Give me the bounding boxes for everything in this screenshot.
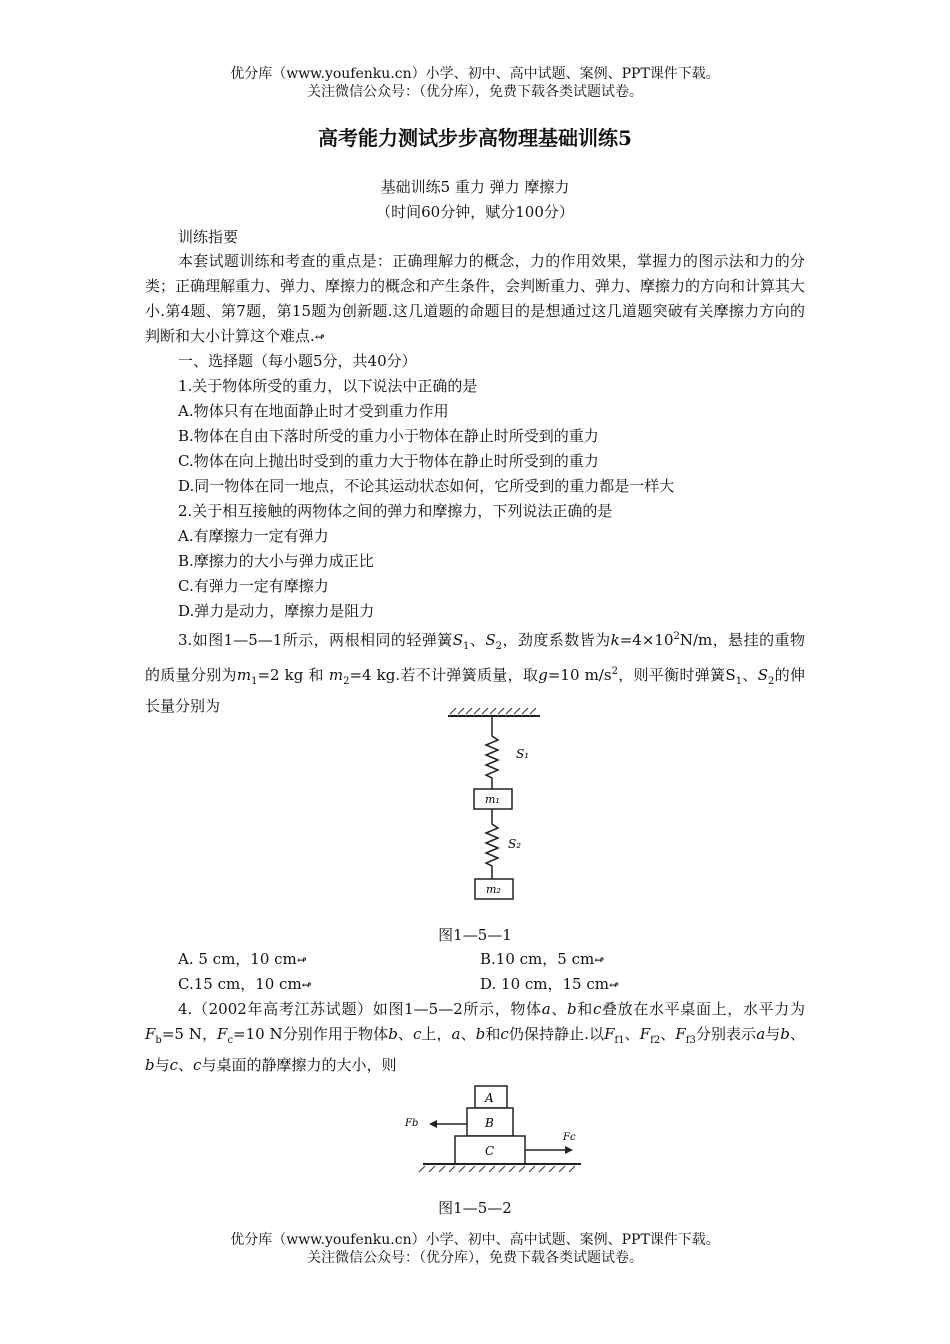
q3-option-d: D. 10 cm，15 cm↫: [480, 975, 620, 993]
q2-option-a: A.有摩擦力一定有弹力: [178, 527, 329, 545]
header-line-2: 关注微信公众号：（优分库），免费下载各类试题试卷。: [307, 84, 643, 100]
arrow-fc-head-icon: [565, 1146, 573, 1154]
paragraph-mark-icon: ↫: [314, 330, 325, 344]
q3-option-c: C.15 cm，10 cm↫: [178, 975, 312, 993]
arrow-fb-head-icon: [429, 1120, 437, 1128]
paragraph-mark-icon: ↫: [301, 978, 312, 992]
label-s1: S₁: [516, 747, 530, 761]
guide-heading: 训练指要: [178, 228, 239, 246]
figure-block-diagram: [393, 1072, 593, 1187]
q3-option-a: A. 5 cm，10 cm↫: [178, 950, 307, 968]
q1-option-a: A.物体只有在地面静止时才受到重力作用: [178, 402, 449, 420]
footer-line-1: 优分库（www.youfenku.cn）小学、初中、高中试题、案例、PPT课件下载。: [230, 1232, 720, 1248]
label-block-b: B: [485, 1116, 494, 1130]
header-line-1: 优分库（www.youfenku.cn）小学、初中、高中试题、案例、PPT课件下载。: [230, 66, 720, 82]
paragraph-mark-icon: ↫: [609, 978, 620, 992]
q4-stem: 4.（2002年高考江苏试题）如图1—5—2所示，物体a、b和c叠放在水平桌面上，水平力为$F_b=5$ N，$F_c=10$ N分别作用于物体b、c上，a、b和c仍保持静止.以$F_{f1}$、$F_{f2}$、$F_{f3}$分别表示a与b、b与c、c与桌面的静摩擦力的大小，则: [145, 1000, 805, 1074]
q1-option-c: C.物体在向上抛出时受到的重力大于物体在静止时所受到的重力: [178, 452, 599, 470]
label-block-c: C: [485, 1144, 495, 1158]
subtitle: 基础训练5 重力 弹力 摩擦力: [380, 178, 570, 196]
figure-spring-diagram: [428, 698, 558, 908]
label-block-a: A: [485, 1091, 494, 1105]
q3-option-b: B.10 cm，5 cm↫: [480, 950, 605, 968]
q2-stem: 2.关于相互接触的两物体之间的弹力和摩擦力，下列说法正确的是: [178, 502, 613, 520]
q2-option-b: B.摩擦力的大小与弹力成正比: [178, 552, 374, 570]
footer-line-2: 关注微信公众号：（优分库），免费下载各类试题试卷。: [307, 1250, 643, 1266]
ceiling-hatch: [450, 708, 536, 714]
q3-stem: 3.如图1—5—1所示，两根相同的轻弹簧$S_1$、$S_2$，劲度系数皆为$k=4\times 10^2N/m$，悬挂的重物的质量分别为$m_1=2$ kg 和 $m_2=4$ kg.若不计弹簧质量，取g=10 $m/s^2$，则平衡时弹簧$S_1$、$S_2$的伸长量分别为: [145, 631, 805, 715]
figure-1-caption: 图1—5—1: [438, 926, 512, 944]
figure-2-caption: 图1—5—2: [438, 1199, 512, 1217]
guide-paragraph: [145, 249, 805, 350]
label-fb: Fb: [405, 1118, 419, 1129]
paragraph-mark-icon: ↫: [594, 953, 605, 967]
spring-s1: [486, 717, 498, 789]
label-m1: m₁: [485, 793, 500, 806]
label-s2: S₂: [508, 837, 522, 851]
q2-option-c: C.有弹力一定有摩擦力: [178, 577, 329, 595]
section-heading: 一、选择题（每小题5分，共40分）: [178, 352, 417, 370]
q1-option-b: B.物体在自由下落时所受的重力小于物体在静止时所受到的重力: [178, 427, 599, 445]
label-m2: m₂: [486, 883, 501, 896]
q1-option-d: D.同一物体在同一地点，不论其运动状态如何，它所受到的重力都是一样大: [178, 477, 675, 495]
table-hatch: [419, 1166, 575, 1172]
page-title: 高考能力测试步步高物理基础训练5: [318, 126, 632, 150]
time-note: （时间60分钟，赋分100分）: [376, 203, 574, 221]
guide-text: 本套试题训练和考查的重点是：正确理解力的概念，力的作用效果，掌握力的图示法和力的分类；正确理解重力、弹力、摩擦力的概念和产生条件，会判断重力、弹力、摩擦力的方向和计算其大小.第4题、第7题，第15题为创新题.这几道题的命题目的是想通过这几道题突破有关摩擦力方向的判断和大小计算这个难点.: [145, 252, 806, 345]
label-fc: Fc: [563, 1132, 576, 1143]
q1-stem: 1.关于物体所受的重力，以下说法中正确的是: [178, 377, 478, 395]
paragraph-mark-icon: ↫: [296, 953, 307, 967]
spring-s2: [486, 809, 498, 879]
q2-option-d: D.弹力是动力，摩擦力是阻力: [178, 602, 375, 620]
